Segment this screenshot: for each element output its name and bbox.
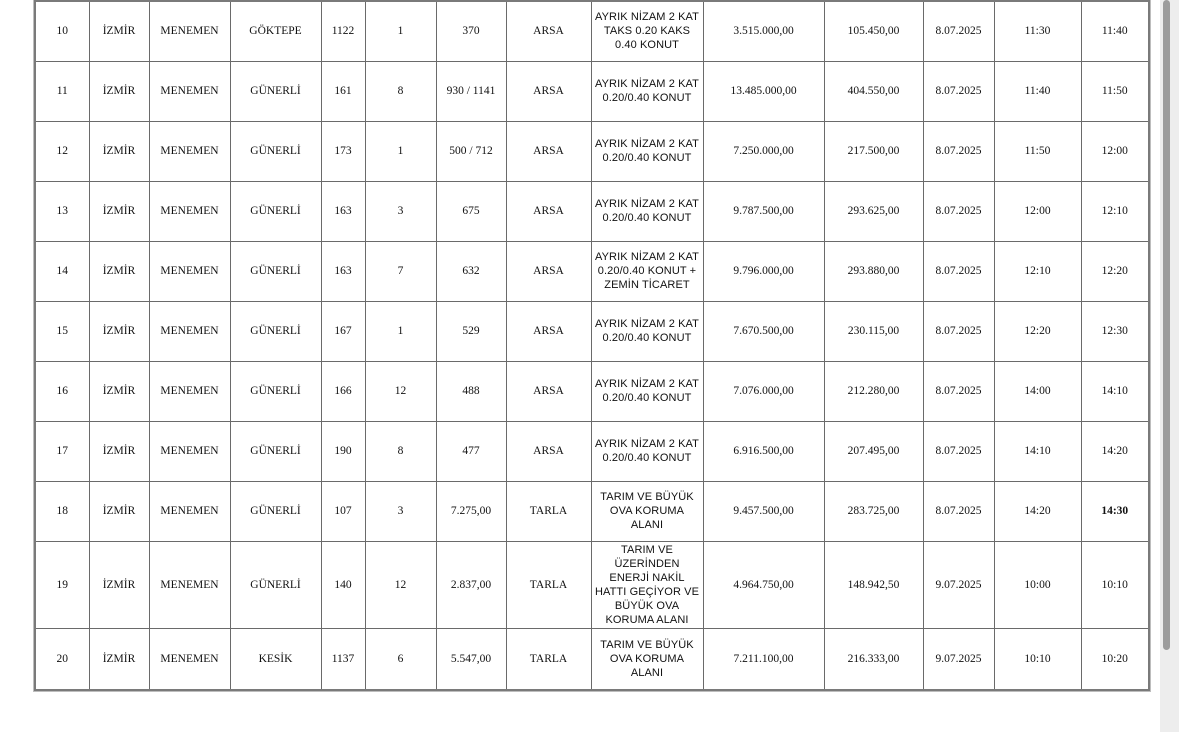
cell-teminat: 230.115,00	[824, 301, 923, 361]
cell-ada: 190	[321, 421, 365, 481]
cell-nitelik: ARSA	[506, 241, 591, 301]
cell-muhammen-bedel: 7.250.000,00	[703, 121, 824, 181]
cell-muhammen-bedel: 9.787.500,00	[703, 181, 824, 241]
cell-baslangic-saati: 14:20	[994, 481, 1081, 541]
table-row	[35, 301, 1149, 361]
cell-mahalle: GÜNERLİ	[230, 301, 321, 361]
cell-ada: 161	[321, 61, 365, 121]
cell-bitis-saati: 12:10	[1081, 181, 1149, 241]
cell-row-no: 14	[35, 241, 89, 301]
cell-nitelik: TARLA	[506, 628, 591, 690]
cell-ihale-tarihi: 8.07.2025	[923, 301, 994, 361]
cell-bitis-saati: 14:20	[1081, 421, 1149, 481]
cell-baslangic-saati: 10:10	[994, 628, 1081, 690]
table-row	[35, 361, 1149, 421]
cell-alan: 675	[436, 181, 506, 241]
cell-alan: 488	[436, 361, 506, 421]
cell-mahalle: GÖKTEPE	[230, 1, 321, 61]
cell-mahalle: GÜNERLİ	[230, 541, 321, 628]
cell-ilce: MENEMEN	[149, 61, 230, 121]
cell-ada: 167	[321, 301, 365, 361]
cell-muhammen-bedel: 4.964.750,00	[703, 541, 824, 628]
cell-ihale-tarihi: 9.07.2025	[923, 541, 994, 628]
cell-il: İZMİR	[89, 241, 149, 301]
table-row	[35, 541, 1149, 628]
cell-bitis-saati: 10:20	[1081, 628, 1149, 690]
cell-row-no: 13	[35, 181, 89, 241]
cell-nitelik: ARSA	[506, 61, 591, 121]
table-row	[35, 628, 1149, 690]
cell-row-no: 11	[35, 61, 89, 121]
table-row	[35, 61, 1149, 121]
cell-il: İZMİR	[89, 181, 149, 241]
cell-il: İZMİR	[89, 301, 149, 361]
cell-teminat: 105.450,00	[824, 1, 923, 61]
cell-muhammen-bedel: 6.916.500,00	[703, 421, 824, 481]
cell-ihale-tarihi: 8.07.2025	[923, 181, 994, 241]
cell-baslangic-saati: 14:10	[994, 421, 1081, 481]
cell-ada: 166	[321, 361, 365, 421]
cell-row-no: 12	[35, 121, 89, 181]
cell-teminat: 293.625,00	[824, 181, 923, 241]
cell-ilce: MENEMEN	[149, 181, 230, 241]
cell-nitelik: ARSA	[506, 181, 591, 241]
cell-mahalle: GÜNERLİ	[230, 121, 321, 181]
cell-ada: 163	[321, 241, 365, 301]
cell-ilce: MENEMEN	[149, 481, 230, 541]
cell-parsel: 8	[365, 421, 436, 481]
cell-ilce: MENEMEN	[149, 541, 230, 628]
cell-nitelik: ARSA	[506, 1, 591, 61]
cell-imar-durumu: AYRIK NİZAM 2 KAT TAKS 0.20 KAKS 0.40 KONUT	[591, 1, 703, 61]
cell-row-no: 19	[35, 541, 89, 628]
cell-il: İZMİR	[89, 421, 149, 481]
cell-baslangic-saati: 10:00	[994, 541, 1081, 628]
cell-parsel: 12	[365, 541, 436, 628]
cell-ilce: MENEMEN	[149, 421, 230, 481]
cell-bitis-saati: 12:20	[1081, 241, 1149, 301]
cell-row-no: 17	[35, 421, 89, 481]
cell-il: İZMİR	[89, 361, 149, 421]
cell-teminat: 148.942,50	[824, 541, 923, 628]
cell-alan: 7.275,00	[436, 481, 506, 541]
cell-parsel: 1	[365, 1, 436, 61]
cell-baslangic-saati: 12:00	[994, 181, 1081, 241]
cell-nitelik: TARLA	[506, 481, 591, 541]
cell-muhammen-bedel: 7.670.500,00	[703, 301, 824, 361]
cell-muhammen-bedel: 7.076.000,00	[703, 361, 824, 421]
cell-imar-durumu: AYRIK NİZAM 2 KAT 0.20/0.40 KONUT	[591, 301, 703, 361]
cell-il: İZMİR	[89, 481, 149, 541]
cell-parsel: 12	[365, 361, 436, 421]
cell-row-no: 15	[35, 301, 89, 361]
cell-imar-durumu: TARIM VE ÜZERİNDEN ENERJİ NAKİL HATTI GEÇİYOR VE BÜYÜK OVA KORUMA ALANI	[591, 541, 703, 628]
cell-baslangic-saati: 12:10	[994, 241, 1081, 301]
table-row	[35, 121, 1149, 181]
cell-mahalle: KESİK	[230, 628, 321, 690]
cell-bitis-saati: 14:10	[1081, 361, 1149, 421]
cell-ihale-tarihi: 8.07.2025	[923, 241, 994, 301]
cell-il: İZMİR	[89, 541, 149, 628]
cell-bitis-saati: 11:50	[1081, 61, 1149, 121]
cell-ada: 140	[321, 541, 365, 628]
cell-alan: 370	[436, 1, 506, 61]
cell-ada: 163	[321, 181, 365, 241]
cell-nitelik: ARSA	[506, 121, 591, 181]
cell-ilce: MENEMEN	[149, 628, 230, 690]
cell-parsel: 3	[365, 481, 436, 541]
cell-alan: 5.547,00	[436, 628, 506, 690]
table-row	[35, 181, 1149, 241]
cell-ada: 1137	[321, 628, 365, 690]
cell-mahalle: GÜNERLİ	[230, 61, 321, 121]
cell-nitelik: ARSA	[506, 421, 591, 481]
cell-parsel: 6	[365, 628, 436, 690]
cell-imar-durumu: TARIM VE BÜYÜK OVA KORUMA ALANI	[591, 628, 703, 690]
cell-nitelik: ARSA	[506, 301, 591, 361]
table-row	[35, 421, 1149, 481]
cell-parsel: 8	[365, 61, 436, 121]
cell-imar-durumu: AYRIK NİZAM 2 KAT 0.20/0.40 KONUT	[591, 421, 703, 481]
cell-muhammen-bedel: 9.796.000,00	[703, 241, 824, 301]
cell-ada: 1122	[321, 1, 365, 61]
cell-teminat: 293.880,00	[824, 241, 923, 301]
cell-imar-durumu: AYRIK NİZAM 2 KAT 0.20/0.40 KONUT	[591, 121, 703, 181]
cell-ilce: MENEMEN	[149, 121, 230, 181]
cell-mahalle: GÜNERLİ	[230, 181, 321, 241]
cell-ilce: MENEMEN	[149, 1, 230, 61]
table-body	[35, 1, 1149, 690]
cell-alan: 930 / 1141	[436, 61, 506, 121]
cell-ihale-tarihi: 8.07.2025	[923, 121, 994, 181]
cell-ihale-tarihi: 8.07.2025	[923, 1, 994, 61]
cell-alan: 2.837,00	[436, 541, 506, 628]
cell-bitis-saati: 11:40	[1081, 1, 1149, 61]
table-row	[35, 481, 1149, 541]
table-row	[35, 241, 1149, 301]
cell-il: İZMİR	[89, 628, 149, 690]
cell-imar-durumu: AYRIK NİZAM 2 KAT 0.20/0.40 KONUT	[591, 361, 703, 421]
cell-teminat: 404.550,00	[824, 61, 923, 121]
cell-alan: 500 / 712	[436, 121, 506, 181]
cell-alan: 529	[436, 301, 506, 361]
cell-imar-durumu: AYRIK NİZAM 2 KAT 0.20/0.40 KONUT	[591, 181, 703, 241]
cell-mahalle: GÜNERLİ	[230, 481, 321, 541]
cell-row-no: 20	[35, 628, 89, 690]
cell-teminat: 216.333,00	[824, 628, 923, 690]
cell-row-no: 10	[35, 1, 89, 61]
cell-ilce: MENEMEN	[149, 241, 230, 301]
cell-row-no: 18	[35, 481, 89, 541]
cell-baslangic-saati: 14:00	[994, 361, 1081, 421]
cell-bitis-saati: 14:30	[1081, 481, 1149, 541]
cell-ihale-tarihi: 8.07.2025	[923, 361, 994, 421]
cell-parsel: 3	[365, 181, 436, 241]
cell-muhammen-bedel: 7.211.100,00	[703, 628, 824, 690]
cell-imar-durumu: TARIM VE BÜYÜK OVA KORUMA ALANI	[591, 481, 703, 541]
cell-imar-durumu: AYRIK NİZAM 2 KAT 0.20/0.40 KONUT	[591, 61, 703, 121]
cell-nitelik: ARSA	[506, 361, 591, 421]
cell-teminat: 283.725,00	[824, 481, 923, 541]
cell-ihale-tarihi: 8.07.2025	[923, 61, 994, 121]
cell-parsel: 7	[365, 241, 436, 301]
cell-bitis-saati: 12:00	[1081, 121, 1149, 181]
cell-bitis-saati: 12:30	[1081, 301, 1149, 361]
cell-baslangic-saati: 12:20	[994, 301, 1081, 361]
cell-il: İZMİR	[89, 121, 149, 181]
vertical-scrollbar-thumb[interactable]	[1163, 0, 1170, 650]
cell-alan: 632	[436, 241, 506, 301]
cell-muhammen-bedel: 13.485.000,00	[703, 61, 824, 121]
cell-baslangic-saati: 11:30	[994, 1, 1081, 61]
cell-teminat: 212.280,00	[824, 361, 923, 421]
cell-ihale-tarihi: 8.07.2025	[923, 421, 994, 481]
cell-muhammen-bedel: 9.457.500,00	[703, 481, 824, 541]
cell-teminat: 207.495,00	[824, 421, 923, 481]
table-row	[35, 1, 1149, 61]
cell-baslangic-saati: 11:50	[994, 121, 1081, 181]
cell-teminat: 217.500,00	[824, 121, 923, 181]
cell-ilce: MENEMEN	[149, 361, 230, 421]
cell-mahalle: GÜNERLİ	[230, 421, 321, 481]
parcel-auction-table	[34, 0, 1150, 691]
cell-ilce: MENEMEN	[149, 301, 230, 361]
cell-bitis-saati: 10:10	[1081, 541, 1149, 628]
cell-ihale-tarihi: 8.07.2025	[923, 481, 994, 541]
cell-il: İZMİR	[89, 61, 149, 121]
cell-mahalle: GÜNERLİ	[230, 361, 321, 421]
cell-nitelik: TARLA	[506, 541, 591, 628]
cell-parsel: 1	[365, 301, 436, 361]
cell-alan: 477	[436, 421, 506, 481]
cell-parsel: 1	[365, 121, 436, 181]
cell-mahalle: GÜNERLİ	[230, 241, 321, 301]
cell-ada: 173	[321, 121, 365, 181]
cell-imar-durumu: AYRIK NİZAM 2 KAT 0.20/0.40 KONUT + ZEMİN TİCARET	[591, 241, 703, 301]
cell-ihale-tarihi: 9.07.2025	[923, 628, 994, 690]
cell-ada: 107	[321, 481, 365, 541]
cell-muhammen-bedel: 3.515.000,00	[703, 1, 824, 61]
cell-row-no: 16	[35, 361, 89, 421]
cell-il: İZMİR	[89, 1, 149, 61]
cell-baslangic-saati: 11:40	[994, 61, 1081, 121]
